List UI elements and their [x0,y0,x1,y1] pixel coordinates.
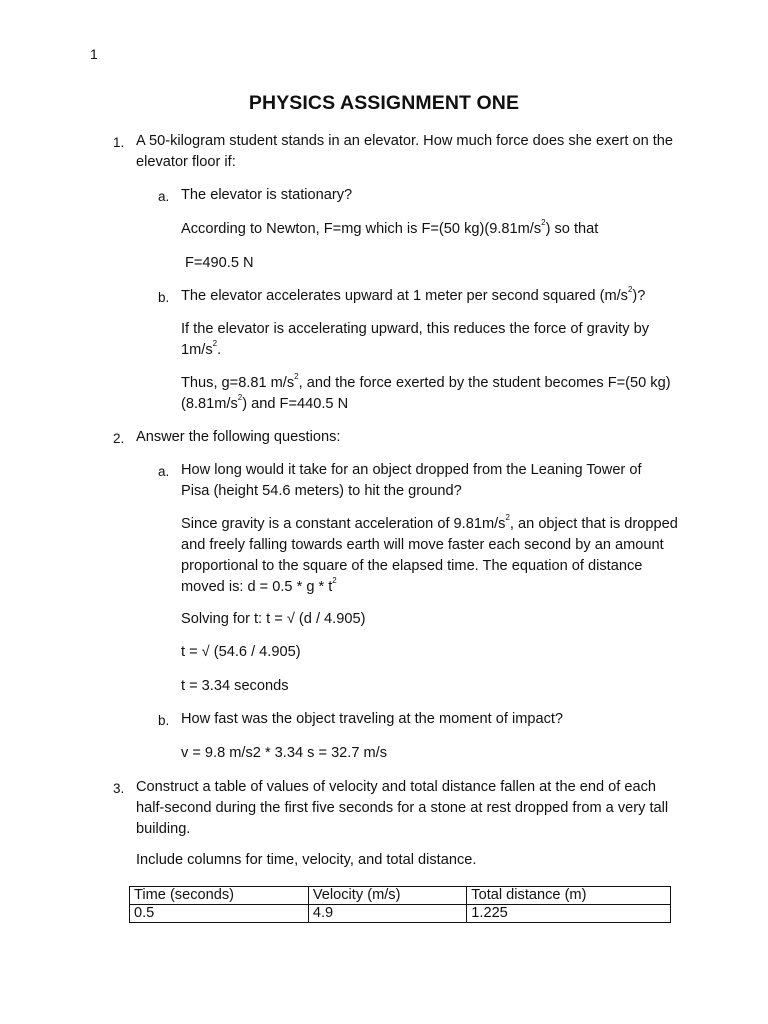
answer-1b-line-2-tail: ) and F=440.5 N [242,396,349,412]
question-2a-label: a. [158,464,170,479]
superscript: 2 [505,513,510,523]
page-title: PHYSICS ASSIGNMENT ONE [248,92,520,114]
answer-1b-line-2-mid: , and the force exerted by the student becomes F=(50 kg)(8.81m/s [181,375,671,412]
answer-1b-line-1-tail: . [217,342,222,358]
question-3-number: 3. [113,781,125,796]
page-number: 1 [90,46,98,62]
answer-1b-line-1-text: If the elevator is accelerating upward, this reduces the force of gravity by 1m/s [181,321,650,358]
superscript: 2 [332,576,337,586]
question-2-number: 2. [113,431,125,446]
answer-2a-line-4: t = 3.34 seconds [181,678,289,694]
table-cell-distance: 1.225 [467,905,671,923]
answer-1b-line-1 [181,319,676,361]
question-2a-text: How long would it take for an object dropped from the Leaning Tower of Pisa (height 54.6 meters) to hit the ground? [181,462,642,499]
question-2-text: Answer the following questions: [136,429,341,445]
column-header-time: Time (seconds) [130,887,309,905]
answer-1a-line-1 [181,219,676,240]
answer-1b-line-2-text: Thus, g=8.81 m/s [181,375,295,391]
question-1-number: 1. [113,135,125,150]
superscript: 2 [294,372,299,382]
question-2b-label: b. [158,713,170,728]
question-3-text: Construct a table of values of velocity and total distance fallen at the end of each half-second during the first five seconds for a stone at rest dropped from a very tall building. [136,779,669,837]
answer-2a-line-1-text: Since gravity is a constant acceleration of 9.81m/s [181,516,506,532]
answer-1a-line-2: F=490.5 N [185,255,254,271]
question-3-instruction: Include columns for time, velocity, and total distance. [136,852,477,868]
answer-2a-line-1-mid: , an object that is dropped and freely falling towards earth will move faster each second by an amount proportional to the square of the elapsed time. The equation of distance moved is: d = 0.5 * g * t [181,516,678,595]
superscript: 2 [627,285,633,295]
data-table [129,886,671,923]
answer-2a-line-1 [181,514,679,598]
superscript: 2 [541,218,546,228]
answer-2a-line-2: Solving for t: t = √ (d / 4.905) [181,611,366,627]
question-2b-text: How fast was the object traveling at the moment of impact? [181,711,564,727]
answer-1b-line-2 [181,373,676,415]
question-1a-text: The elevator is stationary? [181,187,353,203]
answer-1a-line-1-tail: ) so that [545,221,599,237]
question-1-text: A 50-kilogram student stands in an elevator. How much force does she exert on the elevator floor if: [136,133,674,170]
column-header-distance: Total distance (m) [467,887,671,905]
question-1b-text-main: The elevator accelerates upward at 1 meter per second squared (m/s [181,288,628,304]
table-cell-velocity: 4.9 [308,905,466,923]
question-1b-text-tail: )? [632,288,646,304]
question-1b-text [181,286,681,307]
column-header-velocity: Velocity (m/s) [308,887,466,905]
table-header-row [130,887,671,905]
question-1a-label: a. [158,189,170,204]
table-row [130,905,671,923]
answer-2b-line-1: v = 9.8 m/s2 * 3.34 s = 32.7 m/s [181,745,388,761]
superscript: 2 [212,339,218,349]
answer-2a-line-3: t = √ (54.6 / 4.905) [181,644,301,660]
superscript: 2 [237,393,243,403]
answer-1a-line-1-text: According to Newton, F=mg which is F=(50 kg)(9.81m/s [181,221,542,237]
table-cell-time: 0.5 [130,905,309,923]
question-1b-label: b. [158,290,170,305]
